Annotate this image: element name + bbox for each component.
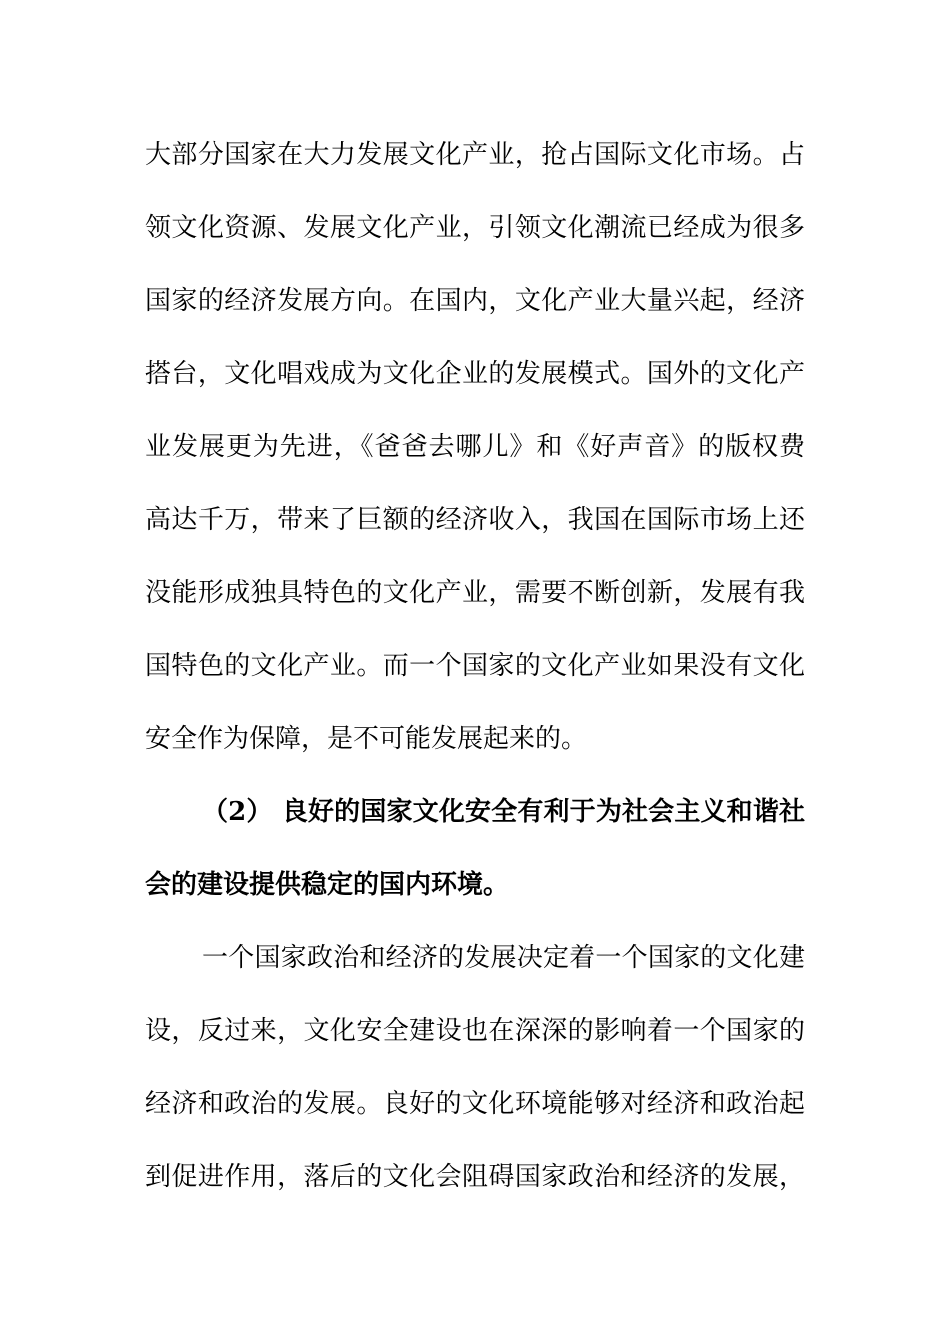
section-heading-line-1: （2） 良好的国家文化安全有利于为社会主义和谐社 [202,797,805,827]
paragraph-2-line-3: 经济和政治的发展。良好的文化环境能够对经济和政治起 [145,1089,805,1119]
paragraph-1-line-8: 国特色的文化产业。而一个国家的文化产业如果没有文化 [145,651,805,681]
paragraph-2-line-2: 设，反过来，文化安全建设也在深深的影响着一个国家的 [145,1016,805,1046]
paragraph-2-line-4: 到促进作用，落后的文化会阻碍国家政治和经济的发展， [145,1162,805,1192]
paragraph-1-line-1: 大部分国家在大力发展文化产业，抢占国际文化市场。占 [145,140,805,170]
paragraph-1-line-7: 没能形成独具特色的文化产业，需要不断创新，发展有我 [145,578,805,608]
paragraph-1-line-9: 安全作为保障，是不可能发展起来的。 [145,724,588,754]
paragraph-1-line-5: 业发展更为先进，《爸爸去哪儿》和《好声音》的版权费 [145,432,805,462]
paragraph-1-line-4: 搭台，文化唱戏成为文化企业的发展模式。国外的文化产 [145,359,805,389]
paragraph-1-line-3: 国家的经济发展方向。在国内，文化产业大量兴起，经济 [145,286,805,316]
paragraph-2-line-1: 一个国家政治和经济的发展决定着一个国家的文化建 [202,943,805,973]
paragraph-1-line-2: 领文化资源、发展文化产业，引领文化潮流已经成为很多 [145,213,805,243]
section-heading-line-2: 会的建设提供稳定的国内环境。 [145,870,510,900]
paragraph-1-line-6: 高达千万，带来了巨额的经济收入，我国在国际市场上还 [145,505,805,535]
